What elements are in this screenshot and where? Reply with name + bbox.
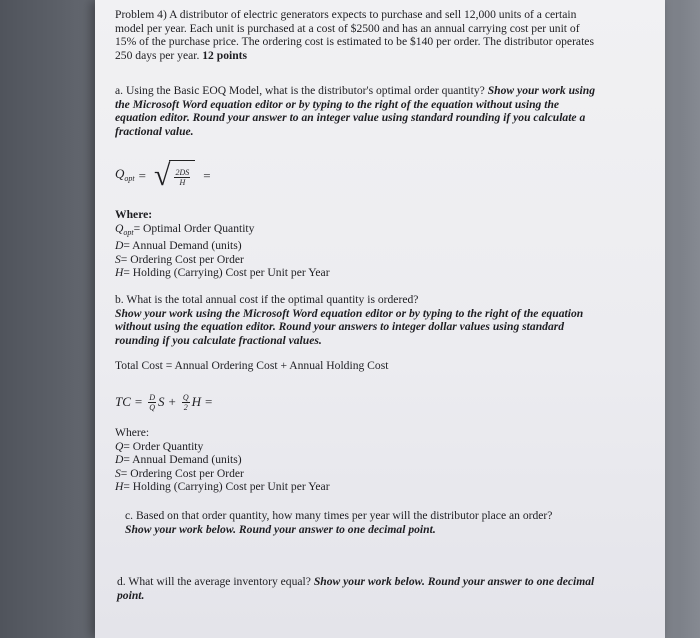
eoq-denominator: H [179,178,186,187]
tc-var-h: H [191,394,202,410]
tc-equals: = [134,394,143,410]
where-a-item-h: H= Holding (Carrying) Cost per Unit per Year [115,266,330,280]
part-a-instruction-2: the Microsoft Word equation editor or by typing to the right of the equation without using the [115,97,560,111]
tc-fraction-holding: $\frac{Q}{2}$ [182,392,189,412]
where-a-item-qopt: $Q_{opt}=$ Optimal Order Quantity [115,221,255,237]
part-a-prompt: a. Using the Basic EOQ Model, what is the distributor's optimal order quantity? [115,84,488,97]
where-a-item-s: S= Ordering Cost per Order [115,252,244,266]
part-c-question [125,509,595,536]
worksheet-page [95,0,665,638]
where-list-a [115,208,415,280]
part-c-instruction: Show your work below. Round your answer to one decimal point. [125,522,436,536]
where-b-item-h: H= Holding (Carrying) Cost per Unit per Year [115,480,330,494]
part-d-question [117,575,617,602]
where-heading-b: Where: [115,426,150,439]
points-label: 12 points [202,48,248,62]
part-b-instruction-1: Show your work using the Microsoft Word equation editor or by typing to the right of the equation [115,306,584,320]
where-a-item-d: D= Annual Demand (units) [115,239,242,253]
eoq-formula [115,158,215,194]
part-a-instruction-4: fractional value. [115,124,194,138]
where-b-item-d: D= Annual Demand (units) [115,453,242,467]
tc-fraction-ordering: $\frac{D}{Q}$ [149,392,156,412]
eoq-answer-equals: = [203,168,211,184]
problem-line-1: Problem 4) A distributor of electric generators expects to purchase and sell 12,000 units of a certain [115,8,577,21]
problem-statement [115,8,605,62]
part-b-prompt: b. What is the total annual cost if the optimal quantity is ordered? [115,293,419,306]
total-cost-definition: Total Cost = Annual Ordering Cost + Annual Holding Cost [115,359,389,372]
problem-line-2: model per year. Each unit is purchased at a cost of $2500 and has an annual carrying cost per unit of [115,21,580,35]
eoq-fraction [174,168,190,187]
where-heading-a: Where: [115,208,153,221]
square-root: √ $\frac{2DS}{H}$ [154,160,195,192]
part-d-instruction-2: point. [117,588,145,602]
part-a-question [115,84,615,138]
part-a-instruction-3: equation editor. Round your answer to an integer value using standard rounding if you calculate a [115,111,586,125]
where-list-b [115,426,415,494]
part-b-instruction-2: without using the equation editor. Round your answers to integer dollar values using standard [115,320,565,334]
tc-plus: + [168,394,176,410]
part-d-instruction-1: Show your work below. Round your answer to one decimal [313,575,595,588]
problem-line-3: 15% of the purchase price. The ordering cost is estimated to be $140 per order. The distributor operates [115,35,594,49]
part-a-instruction-1: Show your work using [487,84,596,97]
tc-lhs: TC [115,394,131,410]
problem-line-4: 250 days per year. [115,48,203,62]
part-b-instruction-3: rounding if you calculate fractional values. [115,333,322,347]
eoq-equals: = [138,168,146,184]
tc-answer-equals: = [205,394,213,410]
part-d-prompt: d. What will the average inventory equal? [117,575,314,588]
where-b-item-q: Q= Order Quantity [115,439,204,453]
part-b-question [115,293,615,347]
eoq-lhs: $Q_{opt}$ [115,165,135,183]
total-cost-formula [115,387,216,417]
part-c-prompt: c. Based on that order quantity, how many times per year will the distributor place an order? [125,509,553,522]
where-b-item-s: S= Ordering Cost per Order [115,466,244,480]
tc-var-s: S [158,394,165,410]
eoq-numerator: 2DS [175,168,190,177]
